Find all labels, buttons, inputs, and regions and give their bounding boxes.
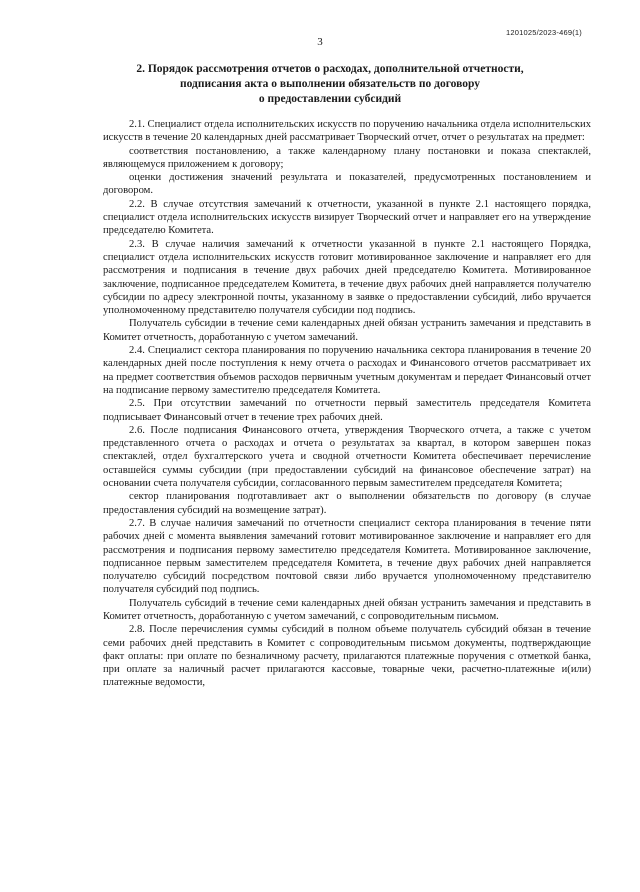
page-number: 3: [317, 36, 323, 48]
paragraph-2-8: 2.8. После перечисления суммы субсидий в полном объеме получатель субсидий обязан в течение семи рабочих дней представить в Комитет с сопроводительным письмом документы, подтверждающие факт оплаты: при оплате по безналичному расчету, прилагаются платежные поручения с отметкой банка, при оплате за наличный расчет прилагаются кассовые, товарные чеки, расчетно-платежные и(или) платежные ведомости,: [103, 624, 591, 689]
paragraph-2-3-cont: Получатель субсидии в течение семи календарных дней обязан устранить замечания и представить в Комитет отчетность, доработанную с учетом замечаний.: [103, 318, 591, 343]
paragraph-2-5: 2.5. При отсутствии замечаний по отчетности первый заместитель председателя Комитета подписывает Финансовый отчет в течение трех рабочих дней.: [103, 398, 591, 423]
paragraph-2-6-cont: сектор планирования подготавливает акт о выполнении обязательств по договору (в случае предоставления субсидий на возмещение затрат).: [103, 491, 591, 516]
paragraph-2-1-item-1: соответствия постановлению, а также календарному плану постановки и показа спектаклей, являющемуся приложением к договору;: [103, 145, 591, 170]
section-title-line: о предоставлении субсидий: [258, 93, 402, 105]
paragraph-2-6: 2.6. После подписания Финансового отчета, утверждения Творческого отчета, а также с учетом представленного отчета о расходах и отчета о результатах за квартал, в котором завершен показ спектаклей, отдел бухгалтерского учета и сводной отчетности Комитета обеспечивает перечисление оставшейся суммы субсидии (при предоставлении субсидий на финансовое обеспечение затрат) на основании счета получателя субсидии, согласованного первым заместителем председателя Комитета;: [103, 424, 591, 490]
paragraph-2-1: 2.1. Специалист отдела исполнительских искусств по поручению начальника отдела исполнительских искусств в течение 20 календарных дней рассматривает Творческий отчет, отчет о результатах на предмет:: [103, 119, 591, 144]
paragraph-2-3: 2.3. В случае наличия замечаний к отчетности указанной в пункте 2.1 настоящего Порядка, специалист отдела исполнительских искусств готовит мотивированное заключение и направляет его для рассмотрения и подписания в течение двух рабочих дней председателю Комитета. Мотивированное заключение, подписанное председателем Комитета, в течение двух рабочих дней направляется получателю субсидии по адресу электронной почты, указанному в заявке о предоставлении субсидий, либо вручается уполномоченному представителю получателя субсидии под подпись.: [103, 238, 591, 317]
paragraph-2-1-item-2: оценки достижения значений результата и показателей, предусмотренных постановлением и договором.: [103, 172, 591, 197]
paragraph-2-7-cont: Получатель субсидий в течение семи календарных дней обязан устранить замечания и представить в Комитет отчетность, доработанную с учетом замечаний, с сопроводительным письмом.: [103, 597, 591, 622]
paragraph-2-4: 2.4. Специалист сектора планирования по поручению начальника сектора планирования в течение 20 календарных дней после поступления к нему отчета о расходах и Финансового отчетов рассматривает их на предмет соответствия объемов расходов первичным учетным документам и передает Финансовый отчет на подписание первому заместителю председателя Комитета.: [103, 345, 591, 396]
document-body: [103, 118, 591, 690]
section-title-line: подписания акта о выполнении обязательств по договору: [180, 78, 480, 90]
document-id: 1201025/2023-469(1): [506, 28, 582, 37]
section-title-line: 2. Порядок рассмотрения отчетов о расходах, дополнительной отчетности,: [136, 63, 524, 75]
paragraph-2-7: 2.7. В случае наличия замечаний по отчетности специалист сектора планирования в течение пяти рабочих дней с момента выявления замечаний готовит мотивированное заключение и направляет его для рассмотрения и подписания первому заместителю председателя Комитета. Мотивированное заключение, подписанное первым заместителем председателя Комитета, в течение двух рабочих дней направляется получателю субсидий посредством почтовой связи либо вручается уполномоченному представителю получателя субсидий под подпись.: [103, 517, 591, 596]
section-title: [100, 62, 560, 107]
paragraph-2-2: 2.2. В случае отсутствия замечаний к отчетности, указанной в пункте 2.1 настоящего порядка, специалист отдела исполнительских искусств визирует Творческий отчет и направляет его на утверждение председателю Комитета.: [103, 198, 591, 237]
